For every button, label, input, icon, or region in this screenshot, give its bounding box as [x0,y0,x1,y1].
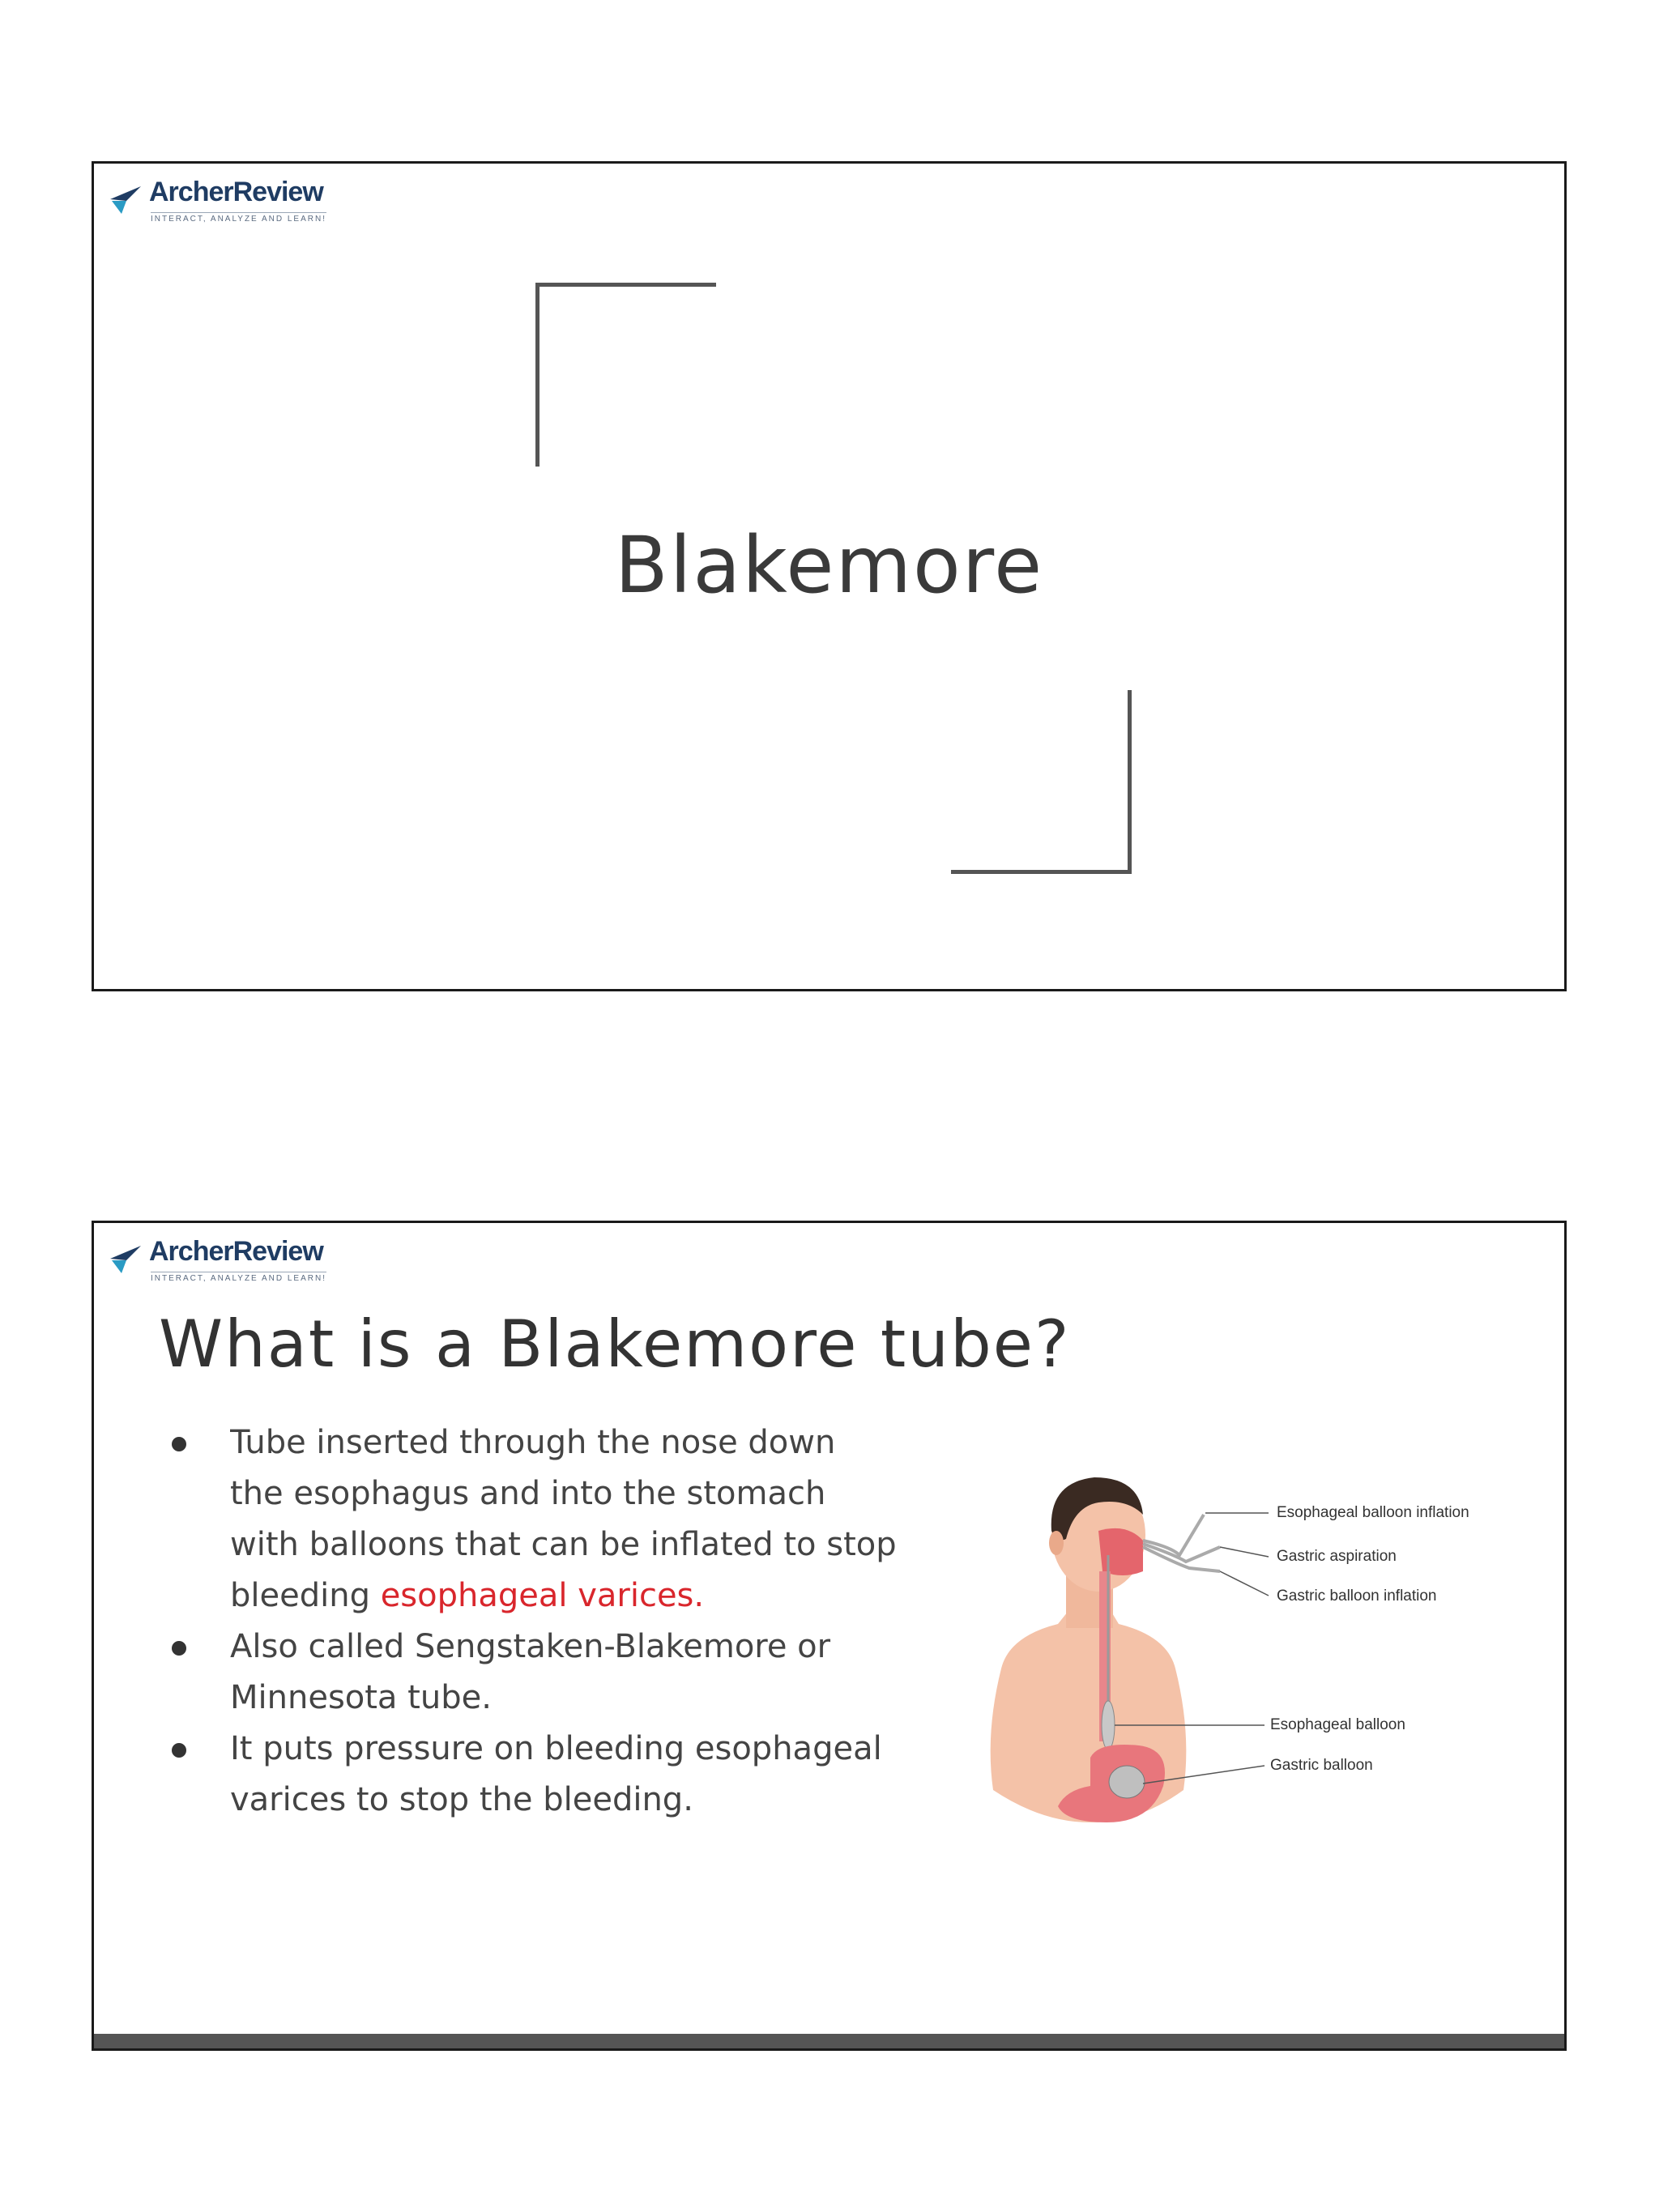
external-tube [1143,1515,1204,1555]
corner-bracket-top-left [535,283,716,467]
arrow-logo-icon [109,181,144,217]
logo-tagline: INTERACT, ANALYZE AND LEARN! [151,212,326,224]
bullet-line: Minnesota tube. [230,1679,492,1716]
bullet-item [159,1417,985,1622]
esophageal-balloon [1102,1701,1115,1750]
label-gastric-aspiration: Gastric aspiration [1277,1548,1397,1565]
slide-title: Blakemore [614,520,1044,611]
bullet-line: with balloons that can be inflated to stop [230,1526,897,1563]
gastric-balloon [1109,1766,1145,1798]
arrow-logo-icon [109,1241,144,1276]
title-slide [92,161,1567,991]
label-gastric-balloon-inflation: Gastric balloon inflation [1277,1588,1437,1605]
logo-tagline: INTERACT, ANALYZE AND LEARN! [151,1272,326,1283]
bullet-line: It puts pressure on bleeding esophageal [230,1730,882,1767]
bullet-text: bleeding [230,1577,381,1614]
bullet-line: the esophagus and into the stomach [230,1475,826,1512]
ear-shape [1049,1531,1064,1555]
corner-bracket-bottom-right [951,690,1132,874]
content-slide [92,1221,1567,2051]
bullet-line: Tube inserted through the nose down [230,1424,836,1461]
label-gastric-balloon: Gastric balloon [1270,1757,1373,1774]
logo-name: ArcherReview [149,177,323,207]
leader-line [1220,1571,1269,1596]
leader-line [1220,1547,1269,1557]
label-esophageal-balloon-inflation: Esophageal balloon inflation [1277,1504,1469,1521]
slide-footer-bar [94,2034,1564,2048]
nasal-cavity [1098,1528,1143,1575]
label-esophageal-balloon: Esophageal balloon [1270,1716,1405,1733]
highlighted-term: esophageal varices. [380,1577,705,1614]
bullet-list [159,1417,985,1826]
bullet-line: Also called Sengstaken-Blakemore or [230,1628,831,1665]
archer-review-logo [109,177,352,227]
blakemore-tube-illustration [977,1466,1503,1839]
bullet-line: varices to stop the bleeding. [230,1781,693,1818]
logo-name: ArcherReview [149,1236,323,1267]
archer-review-logo [109,1236,352,1286]
slide-heading: What is a Blakemore tube? [159,1306,1071,1382]
bullet-item [159,1724,985,1826]
bullet-item [159,1622,985,1724]
bullet-line [230,1571,902,1622]
